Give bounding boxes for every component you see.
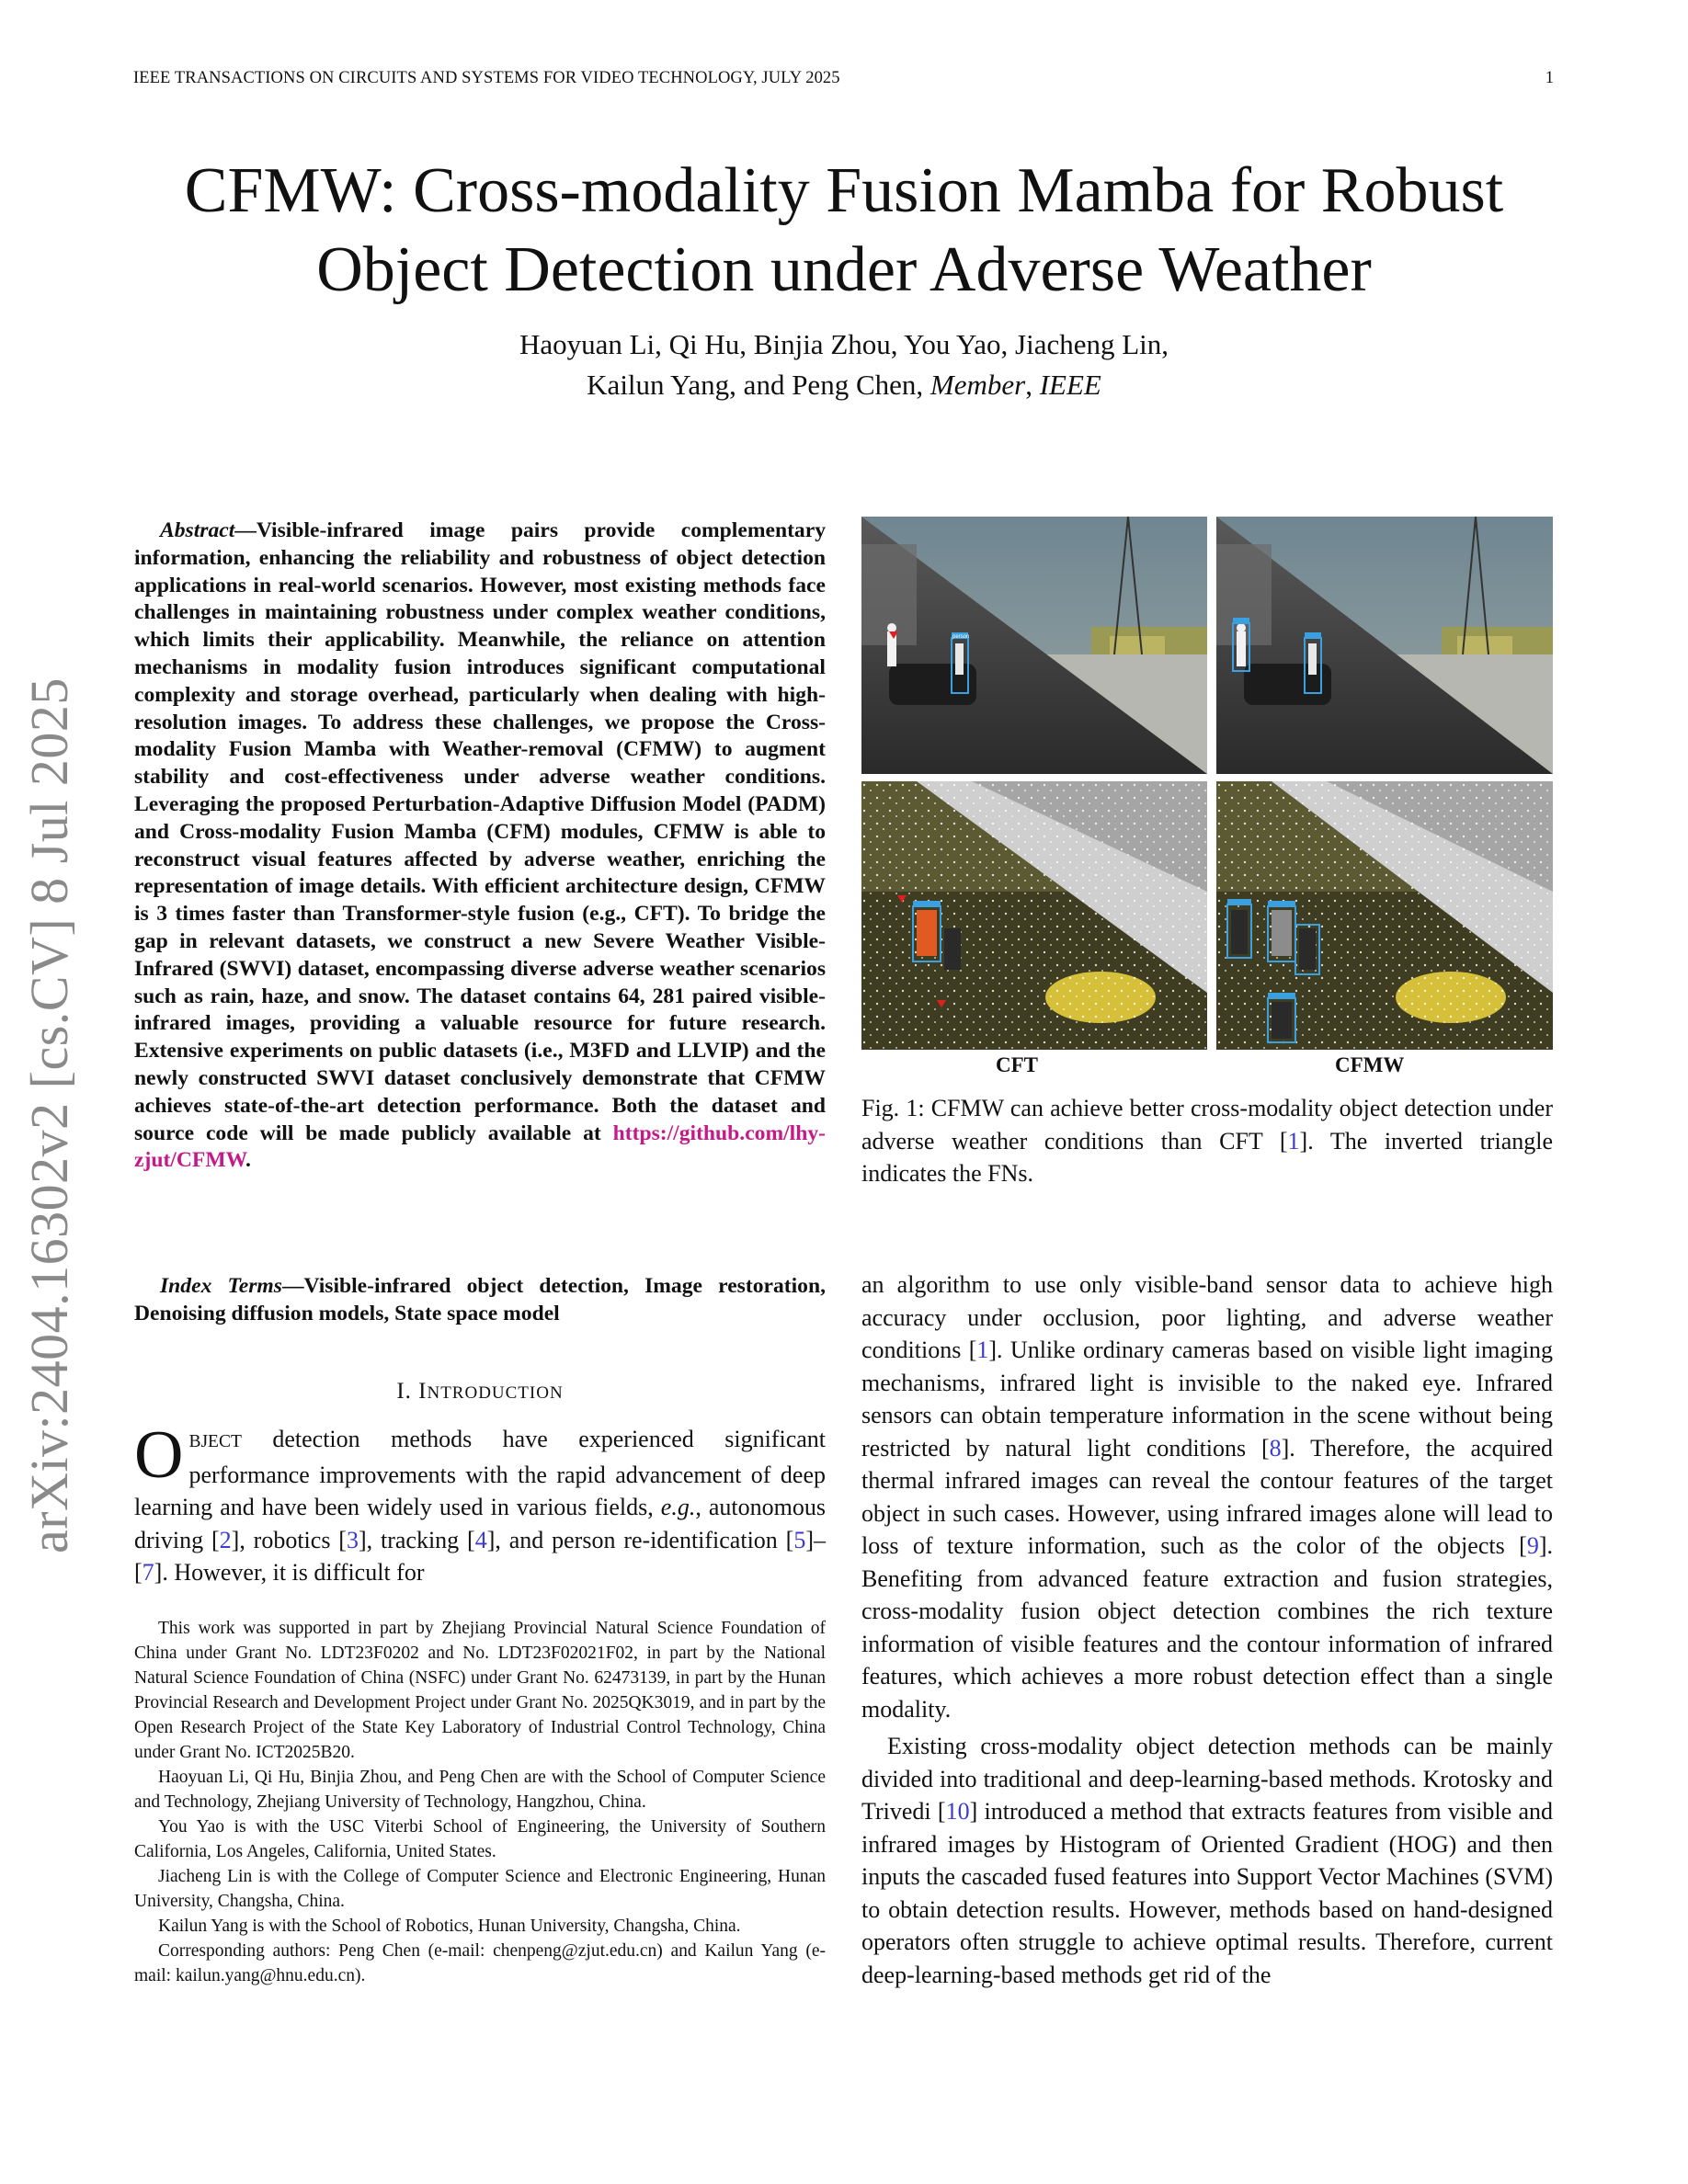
figure-panel-cft-top <box>861 517 1207 774</box>
index-terms-text: Visible-infrared object detection, Image restoration, Denoising diffusion models, State space model <box>134 1274 826 1325</box>
footnote-affiliation-usc: You Yao is with the USC Viterbi School of Engineering, the University of Southern California, Los Angeles, California, United States. <box>134 1817 826 1861</box>
text-run: ]. Unlike ordinary cameras based on visible light imaging mechanisms, infrared light is invisible to the naked eye. Infrared sensors can obtain temperature information in the scene without being restricted by natural light conditions [ <box>861 1337 1553 1462</box>
citation-1[interactable]: 1 <box>1287 1127 1300 1155</box>
abstract-text: Visible-infrared image pairs provide complementary information, enhancing the reliability and robustness of object detection applications in real-world scenarios. However, most existing methods face challenges in maintaining robustness under complex weather conditions, which limits their applicability. Meanwhile, the reliance on attention mechanisms in modality fusion introduces significant computational complexity and storage overhead, particularly when dealing with high-resolution images. To address these challenges, we propose the Cross-modality Fusion Mamba with Weather-removal (CFMW) to augment stability and cost-effectiveness under adverse weather conditions. Leveraging the proposed Perturbation-Adaptive Diffusion Model (PADM) and Cross-modality Fusion Mamba (CFM) modules, CFMW is able to reconstruct visual features affected by adverse weather, enriching the representation of image details. With efficient architecture design, CFMW is 3 times faster than Transformer-style fusion (e.g., CFT). To bridge the gap in relevant datasets, we construct a new Severe Weather Visible-Infrared (SWVI) dataset, encompassing diverse adverse weather scenarios such as rain, haze, and snow. The dataset contains 64, 281 paired visible-infrared images, providing a valuable resource for future research. Extensive experiments on public datasets (i.e., M3FD and LLVIP) and the newly constructed SWVI dataset conclusively demonstrate that CFMW achieves state-of-the-art detection performance. Both the dataset and source code will be made publicly available at <box>134 518 826 1145</box>
paragraph-existing-methods <box>861 1730 1553 1991</box>
drop-cap: O <box>134 1417 184 1493</box>
caption-text-2: ]. The inverted triangle indicates the FNs. <box>861 1127 1553 1187</box>
figure-caption <box>861 1092 1553 1190</box>
page-number: 1 <box>1545 69 1554 87</box>
section-title-rest: NTRODUCTION <box>427 1383 564 1403</box>
footnote-funding: This work was supported in part by Zhejiang Provincial Natural Science Foundation of China under Grant No. LDT23F0202 and No. LDT23F02021F02, in part by the National Natural Science Foundation of China (NSFC) under Grant No. 62473139, in part by the Hunan Provincial Research and Development Project under Grant No. 2025QK3019, and in part by the Open Research Project of the State Key Laboratory of Industrial Control Technology, China under Grant No. ICT2025B20. <box>134 1619 826 1762</box>
section-numeral: I. <box>396 1379 419 1404</box>
index-terms-label: Index Terms <box>160 1274 282 1298</box>
intro-text-2: , autonomous driving <box>134 1494 826 1553</box>
index-terms <box>134 1273 826 1328</box>
scene-image <box>1216 781 1553 1050</box>
authors-line-1: Haoyuan Li, Qi Hu, Binjia Zhou, You Yao, Jiacheng Lin, <box>519 328 1169 360</box>
paragraph-continuation <box>861 1268 1553 1725</box>
right-column-text <box>861 1268 1553 1991</box>
abstract <box>134 518 826 1175</box>
figure-panel-cfmw-bottom <box>1216 781 1553 1050</box>
text-run: ] introduced a method that extracts features from visible and infrared images by Histogram of Oriented Gradient (HOG) and then inputs the cascaded fused features into Support Vector Machines (SVM) to obtain detection results. However, methods based on hand-designed operators often struggle to achieve optimal results. Therefore, current deep-learning-based methods get rid of the <box>861 1798 1553 1988</box>
figure-label-cft: CFT <box>996 1053 1038 1076</box>
running-header: IEEE TRANSACTIONS ON CIRCUITS AND SYSTEMS FOR VIDEO TECHNOLOGY, JULY 2025 <box>133 69 840 87</box>
caption-text-1: Fig. 1: CFMW can achieve better cross-modality object detection under adverse weather conditions than CFT [ <box>861 1095 1553 1155</box>
figure-panel-cfmw-top <box>1216 517 1553 774</box>
abstract-end: . <box>245 1148 251 1173</box>
intro-text-4: , tracking <box>366 1526 468 1553</box>
code-link[interactable]: https://github.com/lhy-zjut/CFMW <box>134 1120 826 1173</box>
intro-text-1: detection methods have experienced significant performance improvements with the rapid advancement of deep learning and have been widely used in various fields, <box>134 1426 826 1520</box>
figure-label-cfmw: CFMW <box>1335 1053 1405 1076</box>
index-terms-dash: — <box>281 1274 304 1298</box>
text-run: ]. Therefore, the acquired thermal infrared images can reveal the contour features of the target object in such cases. However, using infrared images alone will lead to loss of texture information, such as the color of the objects [ <box>861 1434 1553 1559</box>
section-heading-introduction <box>134 1379 826 1405</box>
scene-image <box>861 781 1207 1050</box>
intro-eg: e.g. <box>660 1494 696 1520</box>
citation-4[interactable]: 4 <box>474 1526 487 1553</box>
citation-9[interactable]: 9 <box>1526 1532 1539 1559</box>
section-first-letter: I <box>418 1379 428 1404</box>
footnotes <box>134 1616 826 1988</box>
figure-1 <box>861 517 1553 1050</box>
citation-7[interactable]: 7 <box>142 1559 154 1586</box>
intro-paragraph: OBJECT detection methods have experienced significant performance improvements with the rapid advancement of deep learning and have been widely used in various fields, e.g., autonomous driving [2], robotics [3], tracking [4], and person re-identification [5]–[7]. However, it is difficult for <box>134 1417 826 1586</box>
title-line-1: CFMW: Cross-modality Fusion Mamba for Robust <box>184 155 1504 226</box>
authors-line-2 <box>0 365 1688 405</box>
intro-text-5: , and person re-identification <box>495 1526 786 1553</box>
text-run: an algorithm to use only visible-band sensor data to achieve high accuracy under occlusion, poor lighting, and adverse weather conditions [ <box>861 1271 1553 1363</box>
scene-image <box>1216 517 1553 774</box>
scene-image <box>861 517 1207 774</box>
figure-panel-cft-bottom <box>861 781 1207 1050</box>
citation-3[interactable]: 3 <box>346 1526 359 1553</box>
citation-1[interactable]: 1 <box>976 1337 989 1363</box>
author-list <box>0 324 1688 405</box>
arxiv-stamp: arXiv:2404.16302v2 [cs.CV] 8 Jul 2025 <box>19 677 79 1553</box>
intro-text-6: . However, it is difficult for <box>162 1559 425 1586</box>
footnote-corresponding: Corresponding authors: Peng Chen (e-mail: chenpeng@zjut.edu.cn) and Kailun Yang (e-mail: kailun.yang@hnu.edu.cn). <box>134 1941 826 1985</box>
footnote-affiliation-hnu-cse: Jiacheng Lin is with the College of Computer Science and Electronic Engineering, Hunan University, Changsha, China. <box>134 1867 826 1911</box>
member-label: Member <box>930 369 1026 401</box>
detection-label: person <box>952 634 970 640</box>
citation-2[interactable]: 2 <box>219 1526 232 1553</box>
intro-text-3: , robotics <box>239 1526 339 1553</box>
authors-names: Kailun Yang, and Peng Chen, <box>587 369 930 401</box>
text-run: Existing cross-modality object detection methods can be mainly divided into traditional and deep-learning-based methods. Krotosky and Trivedi [ <box>861 1733 1553 1825</box>
abstract-label: Abstract <box>160 518 235 542</box>
text-run: ]. Benefiting from advanced feature extraction and fusion strategies, cross-modality fusion object detection combines the rich texture information of visible features and the contour information of infrared features, which achieves a more robust detection effect than a single modality. <box>861 1532 1553 1723</box>
title-line-2: Object Detection under Adverse Weather <box>316 234 1372 305</box>
citation-range-dash: – <box>814 1526 826 1553</box>
abstract-dash: — <box>234 518 257 542</box>
footnote-affiliation-zjut: Haoyuan Li, Qi Hu, Binjia Zhou, and Peng Chen are with the School of Computer Science and Technology, Zhejiang University of Technology, Hangzhou, China. <box>134 1768 826 1812</box>
authors-separator: , <box>1025 369 1040 401</box>
citation-5[interactable]: 5 <box>793 1526 806 1553</box>
paper-title <box>0 152 1688 310</box>
ieee-label: IEEE <box>1039 369 1101 401</box>
intro-smallcaps: BJECT <box>188 1432 242 1451</box>
citation-10[interactable]: 10 <box>945 1798 970 1825</box>
citation-8[interactable]: 8 <box>1269 1434 1282 1462</box>
footnote-affiliation-hnu-robotics: Kailun Yang is with the School of Robotics, Hunan University, Changsha, China. <box>158 1917 741 1936</box>
